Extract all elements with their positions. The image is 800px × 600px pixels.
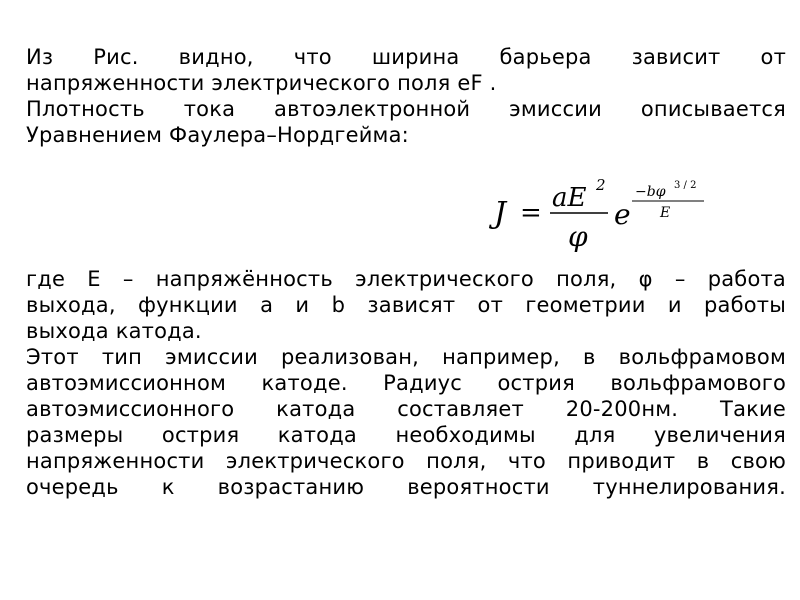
text-line: очередь к возрастанию вероятности туннелирования. bbox=[26, 475, 786, 499]
exponent-power: 3 / 2 bbox=[674, 180, 697, 191]
text-line: автоэмиссионном катоде. Радиус острия вольфрамового bbox=[26, 371, 786, 395]
formula-lhs: J bbox=[494, 196, 507, 231]
intro-paragraph bbox=[26, 44, 786, 148]
formula-equals: = bbox=[520, 198, 542, 228]
text-line: размеры острия катода необходимы для увеличения bbox=[26, 423, 786, 447]
formula-numerator-exponent: 2 bbox=[596, 176, 606, 194]
formula-base: e bbox=[614, 198, 631, 231]
text-line: где E – напряжённость электрического поля, φ – работа bbox=[26, 267, 786, 291]
text-line: напряженности электрического поля eF . bbox=[26, 71, 497, 95]
text-line: Плотность тока автоэлектронной эмиссии описывается bbox=[26, 97, 786, 121]
text-line: выхода катода. bbox=[26, 319, 202, 343]
text-line: Этот тип эмиссии реализован, например, в вольфрамовом bbox=[26, 345, 786, 369]
fowler-nordheim-formula bbox=[492, 176, 712, 256]
exponent-denominator: E bbox=[660, 205, 671, 221]
text-line: выхода, функции a и b зависят от геометрии и работы bbox=[26, 293, 786, 317]
formula-numerator: aE bbox=[552, 183, 587, 213]
formula-denominator: φ bbox=[568, 220, 588, 253]
text-line: автоэмиссионного катода составляет 20-200нм. Такие bbox=[26, 397, 786, 421]
exponent-numerator: −bφ bbox=[635, 184, 666, 200]
text-line: напряженности электрического поля, что приводит в свою bbox=[26, 449, 786, 473]
text-line: Уравнением Фаулера–Нордгейма: bbox=[26, 123, 409, 147]
explanation-paragraph bbox=[26, 266, 786, 500]
text-line: Из Рис. видно, что ширина барьера зависит от bbox=[26, 45, 786, 69]
